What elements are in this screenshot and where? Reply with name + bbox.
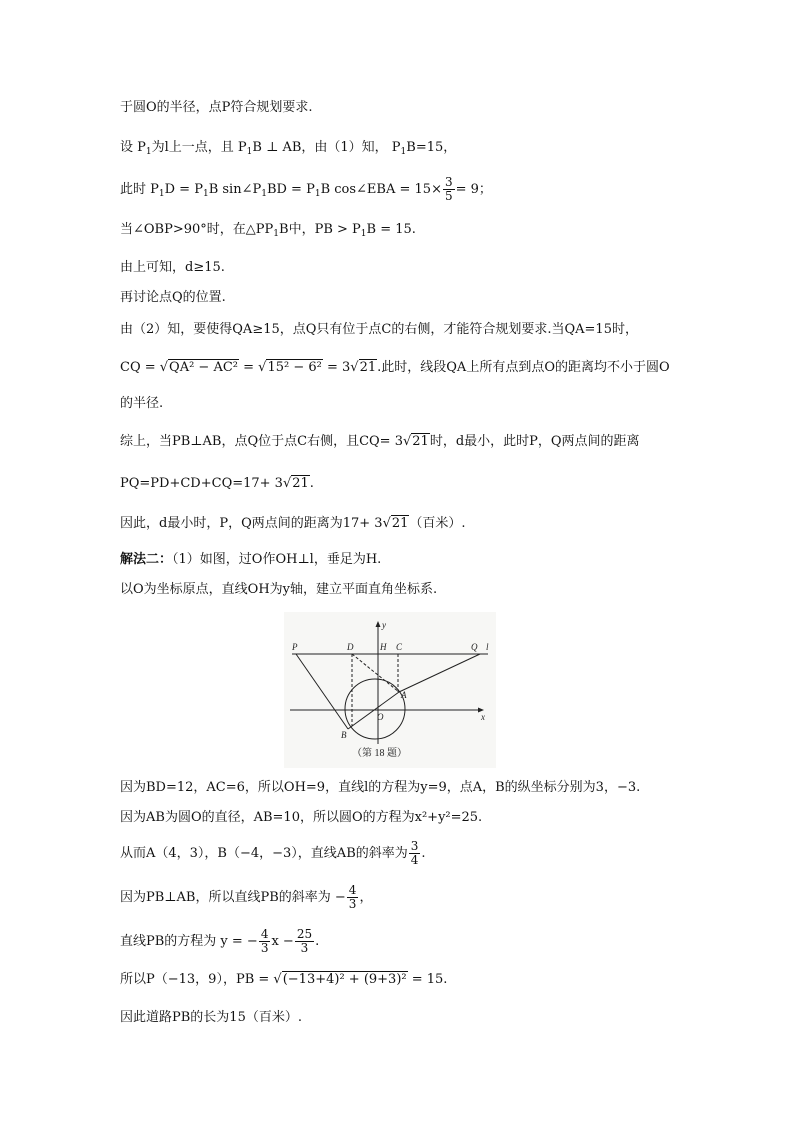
label-a: A — [401, 690, 407, 700]
text-line-12: 因此，d最小时，P，Q两点间的距离为17+ 3√21（百米）. — [120, 516, 466, 531]
label-h: H — [380, 642, 387, 652]
fraction-4-3b: $\frac{4}{3}$ — [260, 927, 269, 955]
label-c: C — [396, 642, 403, 652]
label-d: D — [347, 642, 354, 652]
text-line-15: 因为BD=12，AC=6，所以OH=9，直线l的方程为y=9，点A，B的纵坐标分别为3，−3. — [120, 780, 641, 795]
label-b: B — [341, 730, 347, 740]
text-line-3: 此时 $P_1D = P_1B$ $\sin\angle P_1BD = P_1B$ cos∠EBA = 15× $\frac{3}{5}$ = 9； — [120, 175, 492, 203]
text-line-8: CQ = √QA² − AC² = √15² − 6² = 3√21.此时，线段QA上所有点到点O的距离均不小于圆O — [120, 360, 670, 375]
fraction-4-3: $\frac{4}{3}$ — [348, 883, 357, 911]
figure-background — [284, 612, 496, 768]
text-line-4: 当∠OBP>90°时，在$\triangle PP_1B$中，PB > $P_1B = 15$. — [120, 222, 416, 239]
text-line-16: 因为AB为圆O的直径，AB=10，所以圆O的方程为x²+y²=25. — [120, 810, 483, 825]
fraction-25-3: $\frac{25}{3}$ — [296, 927, 313, 955]
figure-caption: （第 18 题） — [352, 748, 407, 759]
text-line-20: 所以P（−13，9），PB = √(−13+4)² + (9+3)² = 15. — [120, 972, 448, 987]
geometry-figure — [284, 612, 496, 768]
label-p: P — [292, 642, 298, 652]
text-line-7: 由（2）知，要使得QA≥15，点Q只有位于点C的右侧，才能符合规划要求.当QA=15时， — [120, 322, 638, 337]
text-line-9: 的半径. — [120, 396, 164, 411]
text-line-21: 因此道路PB的长为15（百米）. — [120, 1010, 302, 1025]
text-line-1: 于圆O的半径，点P符合规划要求. — [120, 100, 313, 115]
text-line-2: 设 $P_1$为l上一点，且 $P_1B$ ⊥ AB，由（1）知， $P_1B=15$， — [120, 140, 457, 157]
solution-2-heading: 解法二： — [120, 552, 173, 567]
text-line-18: 因为PB⊥AB，所以直线PB的斜率为 − $\frac{4}{3}$ ， — [120, 883, 373, 911]
label-q: Q — [471, 642, 478, 652]
text-line-11: PQ=PD+CD+CQ=17+ 3√21. — [120, 476, 314, 491]
fraction-3-5: $\frac{3}{5}$ — [444, 175, 453, 203]
text-line-14: 以O为坐标原点，直线OH为y轴，建立平面直角坐标系. — [120, 582, 438, 597]
label-l: l — [486, 642, 489, 652]
text-line-19: 直线PB的方程为 y = − $\frac{4}{3}$ x − $\frac{25}{3}$ . — [120, 927, 320, 955]
label-o: O — [377, 712, 384, 722]
text-line-10: 综上，当PB⊥AB，点Q位于点C右侧，且CQ= 3√21时，d最小，此时P，Q两点间的距离 — [120, 434, 640, 449]
text-line-5: 由上可知，d≥15. — [120, 260, 225, 275]
text-line-6: 再讨论点Q的位置. — [120, 290, 226, 305]
text-line-13: 解法二：（1）如图，过O作OH⊥l，垂足为H. — [120, 552, 382, 567]
text-line-17: 从而A（4，3），B（−4，−3），直线AB的斜率为 $\frac{3}{4}$ . — [120, 839, 426, 867]
label-x: x — [481, 712, 485, 722]
label-y: y — [382, 620, 386, 630]
fraction-3-4: $\frac{3}{4}$ — [410, 839, 419, 867]
